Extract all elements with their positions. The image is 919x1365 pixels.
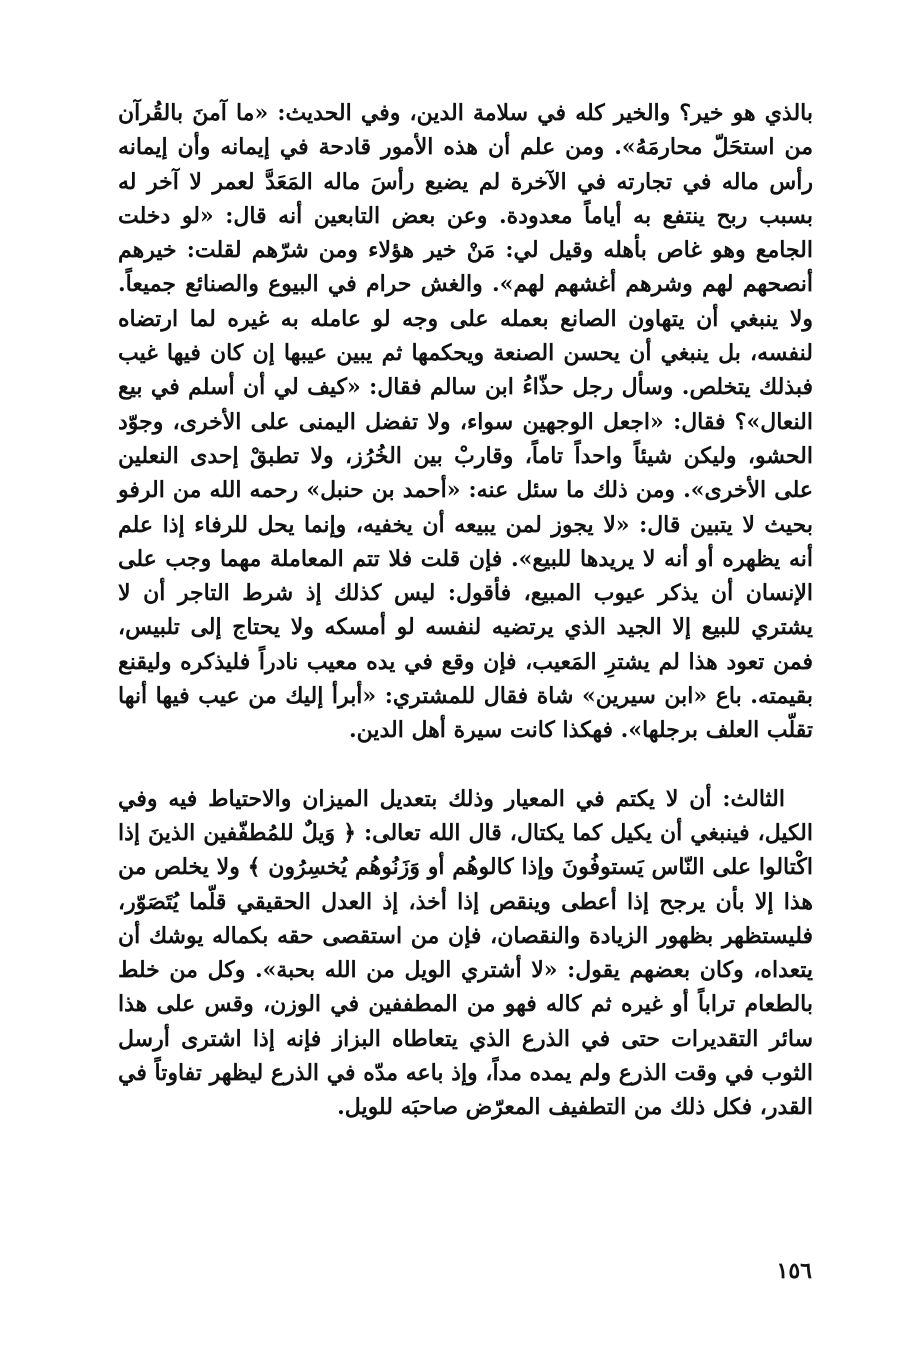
body-text [118,96,813,1125]
page-number: ١٥٦ [776,1258,812,1284]
paragraph-1: بالذي هو خير؟ والخير كله في سلامة الدين، وفي الحديث: «ما آمنَ بالقُرآن من استحَلّ محارمَهُ». ومن علم أن هذه الأمور قادحة في إيمانه وأن إيمانه رأس ماله في تجارته في الآخرة لم يضيع رأسَ ماله المَعَدَّ لعمر لا آخر له بسبب ربح ينتفع به أياماً معدودة. وعن بعض التابعين أنه قال: «لو دخلت الجامع وهو غاص بأهله وقيل لي: مَنْ خير هؤلاء ومن شرّهم لقلت: خيرهم أنصحهم لهم وشرهم أغشهم لهم». والغش حرام في البيوع والصنائع جميعاً. ولا ينبغي أن يتهاون الصانع بعمله على وجه لو عامله به غيره لما ارتضاه لنفسه، بل ينبغي أن يحسن الصنعة ويحكمها ثم يبين عيبها إن كان فيها غيب فبذلك يتخلص. وسأل رجل حذّاءُ ابن سالم فقال: «كيف لي أن أسلم في بيع النعال»؟ فقال: «اجعل الوجهين سواء، ولا تفضل اليمنى على الأخرى، وجوّد الحشو، وليكن شيئاً واحداً تاماً، وقاربْ بين الخُرُز، ولا تطبقْ إحدى النعلين على الأخرى». ومن ذلك ما سئل عنه: «أحمد بن حنبل» رحمه الله من الرفو بحيث لا يتبين قال: «لا يجوز لمن يبيعه أن يخفيه، وإنما يحل للرفاء إذا علم أنه يظهره أو أنه لا يريدها للبيع». فإن قلت فلا تتم المعاملة مهما وجب على الإنسان أن يذكر عيوب المبيع، فأقول: ليس كذلك إذ شرط التاجر أن لا يشتري للبيع إلا الجيد الذي يرتضيه لنفسه لو أمسكه ولا يحتاج إلى تلبيس، فمن تعود هذا لم يشترِ المَعيب، فإن وقع في يده معيب نادراً فليذكره وليقنع بقيمته. باع «ابن سيرين» شاة فقال للمشتري: «أبرأ إليك من عيب فيها أنها تقلّب العلف برجلها». فهكذا كانت سيرة أهل الدين. [118,100,814,744]
paragraph-2: الثالث: أن لا يكتم في المعيار وذلك بتعديل الميزان والاحتياط فيه وفي الكيل، فينبغي أن يكيل كما يكتال، قال الله تعالى: ﴿ وَيلٌ للمُطفّفين الذينَ إذا اكْتالوا على النّاس يَستوفُونَ وإذا كالوهُم أو وَزَنُوهُم يُخسِرُون ﴾ ولا يخلص من هذا إلا بأن يرجح إذا أعطى وينقص إذا أخذ، إذ العدل الحقيقي قلّما يُتَصَوّر، فليستظهر بظهور الزيادة والنقصان، فإن من استقصى حقه بكماله يوشك أن يتعداه، وكان بعضهم يقول: «لا أشتري الويل من الله بحبة». وكل من خلط بالطعام تراباً أو غيره ثم كاله فهو من المطففين في الوزن، وقس على هذا سائر التقديرات حتى في الذرع الذي يتعاطاه البزاز فإنه إذا اشترى أرسل الثوب في وقت الذرع ولم يمده مداً، وإذ باعه مدّه في الذرع ليظهر تفاوتاً في القدر، فكل ذلك من التطفيف المعرّض صاحبَه للويل. [118,785,813,1121]
